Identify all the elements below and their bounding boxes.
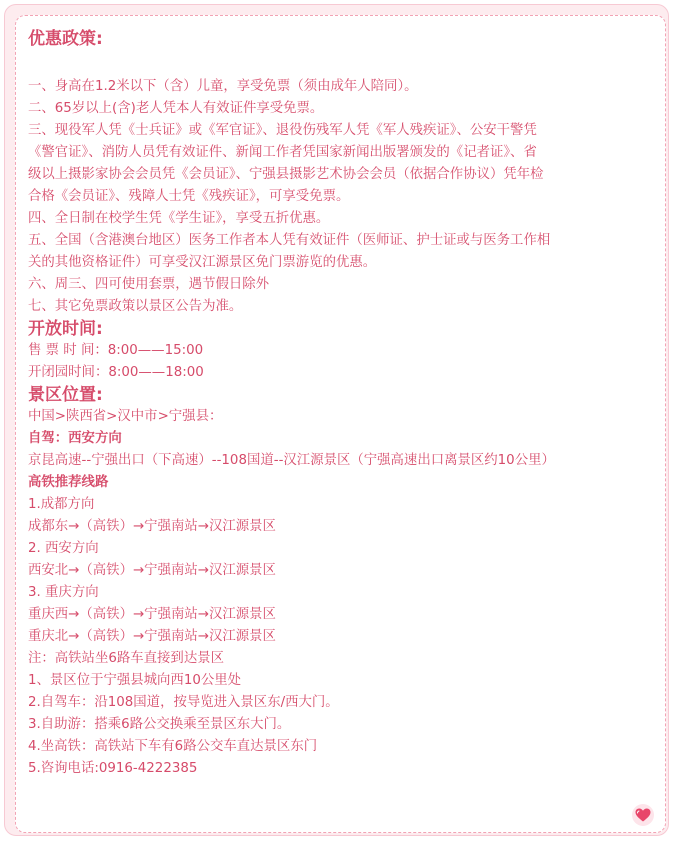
- rail-line: 重庆西→（高铁）→宁强南站→汉江源景区: [28, 607, 276, 622]
- rail-line: 2. 西安方向: [28, 541, 99, 556]
- rail-line: 成都东→（高铁）→宁强南站→汉江源景区: [28, 519, 276, 534]
- hours-title: 开放时间:: [28, 319, 103, 339]
- heart-icon: [632, 804, 654, 826]
- discount-item-4: 四、全日制在校学生凭《学生证》，享受五折优惠。: [28, 211, 330, 226]
- ticket-hours: 售 票 时 间：8:00——15:00: [28, 343, 204, 358]
- discount-item-5-line-1: 五、全国（含港澳台地区）医务工作者本人凭有效证件（医师证、护士证或与医务工作相: [28, 233, 551, 248]
- discount-item-2: 二、65岁以上(含)老人凭本人有效证件享受免票。: [28, 101, 324, 116]
- discount-item-3-line-1: 三、现役军人凭《士兵证》或《军官证》、退役伤残军人凭《军人残疾证》、公安干警凭: [28, 123, 537, 138]
- rail-note: 注：高铁站坐6路车直接到达景区: [28, 651, 224, 666]
- location-note: 4.坐高铁：高铁站下车有6路公交车直达景区东门: [28, 739, 318, 754]
- location-note: 3.自助游：搭乘6路公交换乘至景区东大门。: [28, 717, 291, 732]
- drive-route: 京昆高速--宁强出口（下高速）--108国道--汉江源景区（宁强高速出口离景区约10公里）: [28, 453, 555, 468]
- rail-line: 重庆北→（高铁）→宁强南站→汉江源景区: [28, 629, 276, 644]
- discount-item-7: 七、其它免票政策以景区公告为准。: [28, 299, 243, 314]
- discount-title: 优惠政策:: [28, 29, 103, 49]
- discount-item-5-line-2: 关的其他资格证件）可享受汉江源景区免门票游览的优惠。: [28, 255, 377, 270]
- discount-item-6: 六、周三、四可使用套票，遇节假日除外: [28, 277, 270, 292]
- rail-line: 1.成都方向: [28, 497, 95, 512]
- discount-item-3-line-2: 《警官证》、消防人员凭有效证件、新闻工作者凭国家新闻出版署颁发的《记者证》、省: [28, 145, 537, 160]
- discount-item-3-line-4: 合格《会员证》、残障人士凭《残疾证》，可享受免票。: [28, 189, 350, 204]
- drive-title: 自驾：西安方向: [28, 431, 122, 446]
- location-note: 2.自驾车：沿108国道，按导览进入景区东/西大门。: [28, 695, 339, 710]
- phone-number: 5.咨询电话:0916-4222385: [28, 761, 198, 776]
- rail-title: 高铁推荐线路: [28, 475, 109, 490]
- content: [28, 28, 648, 780]
- discount-item-1: 一、身高在1.2米以下（含）儿童，享受免票（须由成年人陪同）。: [28, 79, 418, 94]
- rail-line: 西安北→（高铁）→宁强南站→汉江源景区: [28, 563, 276, 578]
- location-title: 景区位置:: [28, 385, 103, 405]
- gate-hours: 开闭园时间：8:00——18:00: [28, 365, 204, 380]
- discount-item-3-line-3: 级以上摄影家协会会员凭《会员证》、宁强县摄影艺术协会会员（依据合作协议）凭年检: [28, 167, 544, 182]
- rail-line: 3. 重庆方向: [28, 585, 99, 600]
- heart-icon-shape: [635, 808, 651, 822]
- location-address: 中国>陕西省>汉中市>宁强县：: [28, 409, 223, 424]
- location-note: 1、景区位于宁强县城向西10公里处: [28, 673, 242, 688]
